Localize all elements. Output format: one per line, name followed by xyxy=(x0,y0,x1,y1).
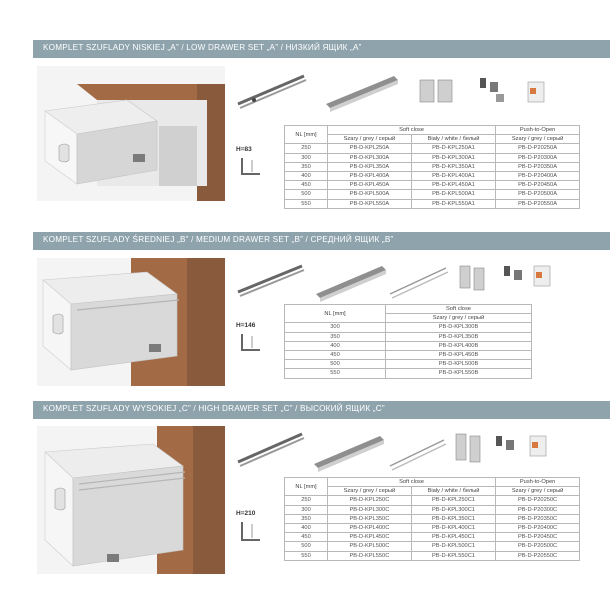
table-row xyxy=(285,144,580,153)
color-header: Biały / white / белый xyxy=(411,487,495,496)
color-header: Szary / grey / серый xyxy=(496,135,580,144)
section-a-spec-table xyxy=(284,125,580,209)
nl-cell: 550 xyxy=(285,551,328,560)
nl-cell: 550 xyxy=(285,369,386,378)
code-cell: PB-D-P20400A xyxy=(496,172,580,181)
nl-cell: 450 xyxy=(285,533,328,542)
code-cell: PB-D-KPL550B xyxy=(386,369,532,378)
section-c-height-label: H=210 xyxy=(236,510,256,517)
table-row xyxy=(285,505,580,514)
high-drawer-photo xyxy=(37,426,225,574)
color-header: Szary / grey / серый xyxy=(328,487,412,496)
section-c-header xyxy=(33,401,610,419)
code-cell: PB-D-KPL400C xyxy=(328,524,412,533)
section-a-components xyxy=(234,66,610,116)
table-row xyxy=(285,323,532,332)
table-row xyxy=(285,496,580,505)
code-cell: PB-D-P20300C xyxy=(496,505,580,514)
table-row xyxy=(285,524,580,533)
code-cell: PB-D-P20550C xyxy=(496,551,580,560)
gallery-rail-icon xyxy=(390,440,446,470)
code-cell: PB-D-P20350C xyxy=(496,514,580,523)
side-panel-icon xyxy=(314,436,384,472)
table-row xyxy=(285,542,580,551)
side-panel-icon xyxy=(326,76,398,112)
section-c-title: KOMPLET SZUFLADY WYSOKIEJ „C” / HIGH DRAWER SET „C” / ВЫСОКИЙ ЯЩИК „C” xyxy=(43,404,385,413)
code-cell: PB-D-KPL550A1 xyxy=(411,199,495,208)
code-cell: PB-D-P20450C xyxy=(496,533,580,542)
section-b-components xyxy=(234,258,610,304)
cover-caps-icon xyxy=(534,266,550,286)
color-header: Szary / grey / серый xyxy=(496,487,580,496)
drawer-profile-icon xyxy=(238,332,264,354)
table-row xyxy=(285,514,580,523)
code-cell: PB-D-KPL450B xyxy=(386,351,532,360)
code-cell: PB-D-KPL250C1 xyxy=(411,496,495,505)
table-row xyxy=(285,533,580,542)
nl-header: NL [mm] xyxy=(285,126,328,144)
section-b-header xyxy=(33,232,610,250)
code-cell: PB-D-KPL250A1 xyxy=(411,144,495,153)
color-header: Szary / grey / серый xyxy=(328,135,412,144)
color-header: Biały / white / белый xyxy=(411,135,495,144)
section-c-spec-table xyxy=(284,477,580,561)
table-row xyxy=(285,351,532,360)
table-row xyxy=(285,181,580,190)
code-cell: PB-D-P20350A xyxy=(496,162,580,171)
code-cell: PB-D-P20500A xyxy=(496,190,580,199)
gallery-rail-icon xyxy=(390,268,448,298)
nl-cell: 350 xyxy=(285,162,328,171)
fitting-set-icon xyxy=(504,266,522,280)
front-bracket-icon xyxy=(420,80,452,102)
section-b-spec-table xyxy=(284,304,532,379)
code-cell: PB-D-KPL350C xyxy=(328,514,412,523)
code-cell: PB-D-KPL550A xyxy=(328,199,412,208)
nl-cell: 550 xyxy=(285,199,328,208)
table-row xyxy=(285,190,580,199)
nl-cell: 500 xyxy=(285,360,386,369)
front-bracket-icon xyxy=(460,266,484,290)
fitting-set-icon xyxy=(480,78,504,102)
section-a-title: KOMPLET SZUFLADY NISKIEJ „A” / LOW DRAWER SET „A” / НИЗКИЙ ЯЩИК „A” xyxy=(43,43,362,52)
nl-cell: 400 xyxy=(285,524,328,533)
table-row xyxy=(285,153,580,162)
nl-cell: 300 xyxy=(285,323,386,332)
code-cell: PB-D-P20400C xyxy=(496,524,580,533)
table-row xyxy=(285,551,580,560)
runner-rail-icon xyxy=(238,266,304,296)
code-cell: PB-D-KPL350A xyxy=(328,162,412,171)
code-cell: PB-D-KPL400C1 xyxy=(411,524,495,533)
section-a-header xyxy=(33,40,610,58)
section-b-title: KOMPLET SZUFLADY ŚREDNIEJ „B” / MEDIUM DRAWER SET „B” / СРЕДНИЙ ЯЩИК „B” xyxy=(43,235,394,244)
code-cell: PB-D-P20450A xyxy=(496,181,580,190)
code-cell: PB-D-KPL450C xyxy=(328,533,412,542)
nl-cell: 250 xyxy=(285,496,328,505)
nl-cell: 250 xyxy=(285,144,328,153)
table-row xyxy=(285,369,532,378)
code-cell: PB-D-P20250A xyxy=(496,144,580,153)
code-cell: PB-D-P20500C xyxy=(496,542,580,551)
code-cell: PB-D-KPL400A xyxy=(328,172,412,181)
nl-cell: 300 xyxy=(285,505,328,514)
code-cell: PB-D-KPL450C1 xyxy=(411,533,495,542)
code-cell: PB-D-KPL300C1 xyxy=(411,505,495,514)
code-cell: PB-D-KPL550C1 xyxy=(411,551,495,560)
nl-cell: 450 xyxy=(285,351,386,360)
code-cell: PB-D-KPL450A1 xyxy=(411,181,495,190)
code-cell: PB-D-KPL250A xyxy=(328,144,412,153)
nl-cell: 500 xyxy=(285,542,328,551)
soft-close-header: Soft close xyxy=(386,305,532,314)
code-cell: PB-D-P20250C xyxy=(496,496,580,505)
front-bracket-icon xyxy=(456,434,480,462)
code-cell: PB-D-KPL300B xyxy=(386,323,532,332)
nl-cell: 300 xyxy=(285,153,328,162)
code-cell: PB-D-KPL400A1 xyxy=(411,172,495,181)
fitting-set-icon xyxy=(496,436,514,450)
code-cell: PB-D-KPL500C xyxy=(328,542,412,551)
runner-rail-icon xyxy=(238,76,306,108)
table-row xyxy=(285,172,580,181)
low-drawer-photo xyxy=(37,66,225,201)
code-cell: PB-D-KPL350A1 xyxy=(411,162,495,171)
code-cell: PB-D-KPL550C xyxy=(328,551,412,560)
code-cell: PB-D-KPL500A xyxy=(328,190,412,199)
code-cell: PB-D-KPL350B xyxy=(386,332,532,341)
push-to-open-header: Push-to-Open xyxy=(496,478,580,487)
nl-cell: 500 xyxy=(285,190,328,199)
soft-close-header: Soft close xyxy=(328,478,496,487)
code-cell: PB-D-KPL500B xyxy=(386,360,532,369)
cover-caps-icon xyxy=(530,436,546,456)
section-a-height-label: H=83 xyxy=(236,146,252,153)
section-c-components xyxy=(234,426,610,476)
drawer-profile-icon xyxy=(238,156,264,178)
color-header: Szary / grey / серый xyxy=(386,314,532,323)
section-b-height-label: H=146 xyxy=(236,322,256,329)
code-cell: PB-D-P20550A xyxy=(496,199,580,208)
drawer-profile-icon xyxy=(238,520,264,544)
table-row xyxy=(285,162,580,171)
soft-close-header: Soft close xyxy=(328,126,496,135)
table-row xyxy=(285,360,532,369)
table-row xyxy=(285,332,532,341)
nl-cell: 350 xyxy=(285,514,328,523)
code-cell: PB-D-KPL500C1 xyxy=(411,542,495,551)
nl-cell: 350 xyxy=(285,332,386,341)
code-cell: PB-D-KPL350C1 xyxy=(411,514,495,523)
push-to-open-header: Push-to-Open xyxy=(496,126,580,135)
code-cell: PB-D-KPL500A1 xyxy=(411,190,495,199)
code-cell: PB-D-KPL250C xyxy=(328,496,412,505)
code-cell: PB-D-KPL300C xyxy=(328,505,412,514)
code-cell: PB-D-KPL300A xyxy=(328,153,412,162)
code-cell: PB-D-KPL450A xyxy=(328,181,412,190)
code-cell: PB-D-P20300A xyxy=(496,153,580,162)
runner-rail-icon xyxy=(238,434,304,466)
medium-drawer-photo xyxy=(37,258,225,386)
table-row xyxy=(285,341,532,350)
code-cell: PB-D-KPL300A1 xyxy=(411,153,495,162)
code-cell: PB-D-KPL400B xyxy=(386,341,532,350)
nl-header: NL [mm] xyxy=(285,478,328,496)
nl-cell: 400 xyxy=(285,341,386,350)
table-row xyxy=(285,199,580,208)
nl-cell: 400 xyxy=(285,172,328,181)
nl-header: NL [mm] xyxy=(285,305,386,323)
side-panel-icon xyxy=(316,266,386,302)
nl-cell: 450 xyxy=(285,181,328,190)
cover-caps-icon xyxy=(528,82,544,102)
